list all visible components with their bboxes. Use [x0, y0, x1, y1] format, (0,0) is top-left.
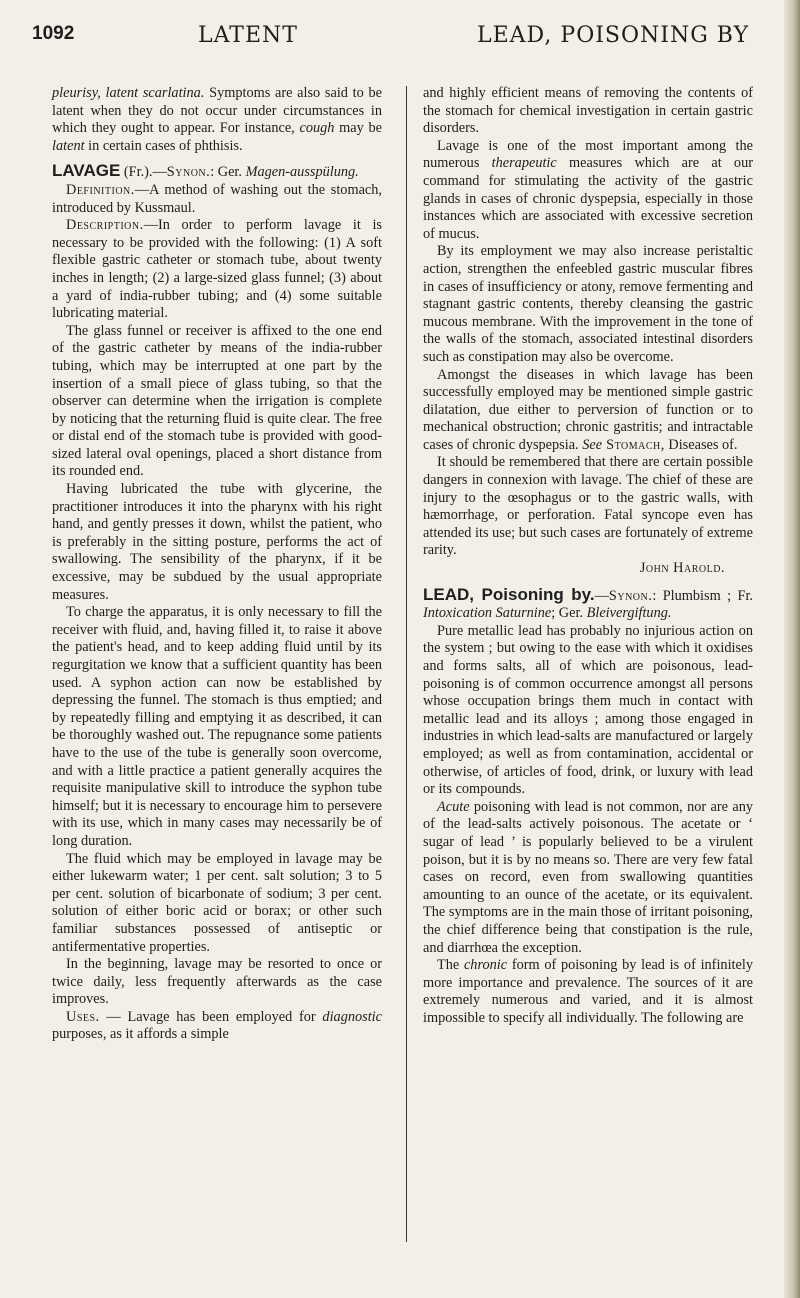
acute-paragraph — [423, 799, 753, 957]
therapeutic-paragraph — [423, 138, 753, 244]
lead-french-term: Intoxication Saturnine — [423, 605, 552, 622]
author-signature: John Harold. — [639, 560, 725, 577]
body-paragraph: Pure metallic lead has probably no injurious action on the system ; but owing to the ease with which it oxidises and forms salts, all of which are poisonous, lead-poisoning is of common occurrence amongst all persons whose occupation brings them much in contact with metallic lead and its alloys ; among those engaged in industries in which lead-salts are manufactured or largely employed; as well as from contamination, accidental or otherwise, of articles of food, drink, or luxury with lead or its compounds. — [423, 622, 753, 798]
lavage-synon-text: : Ger. — [210, 164, 246, 181]
definition-label: Definition. — [66, 181, 135, 198]
lead-german-term: Bleivergiftung. — [586, 605, 672, 622]
lavage-entry — [52, 162, 382, 182]
uses-label: Uses. — [66, 1008, 100, 1025]
intro-italic-cough: cough — [299, 120, 335, 137]
intro-text-3: in certain cases of phthisis. — [84, 137, 243, 154]
body-paragraph: To charge the apparatus, it is only necessary to fill the receiver with fluid, and, having filled it, to raise it above the patient's head, and to keep adding fluid until by its regurgitation we know that a sufficient quantity has been used. A syphon action can now be established by depressing the funnel. The stomach is thus emptied; and by repeatedly filling and emptying it as described, it can be thoroughly washed out. The repugnance some patients have to the use of the tube is generally soon overcome, and with a little practice a patient generally acquires the requisite manipulative skill to introduce the syphon tube himself; but it is necessary to encourage him to persevere with its use, which in many cases may necessarily be of long duration. — [52, 604, 382, 849]
page-edge — [784, 0, 800, 1298]
intro-text-2: may be — [334, 120, 382, 137]
body-paragraph: The glass funnel or receiver is affixed to the one end of the gastric catheter by means of the india-rubber tubing, which may be interrupted at one part by the insertion of a small piece of glass tubing, so that the observer can determine when the irrigation is complete by noticing that the returning fluid is quite clear. The free or distal end of the stomach tube is provided with good-sized lateral oval openings, placed a short distance from its rounded end. — [52, 322, 382, 480]
body-paragraph: Having lubricated the tube with glycerine, the practitioner introduces it into the pharynx with his right hand, and gently presses it down, whilst the patient, who is preferably in the sitting posture, performs the act of swallowing. The sensibility of the pharynx, if it be excessive, may be subdued by the usual appropriate measures. — [52, 481, 382, 603]
acute-italic: Acute — [437, 798, 470, 815]
intro-italic: pleurisy, latent scarlatina. — [52, 85, 205, 101]
lead-dash: — — [594, 587, 609, 604]
body-paragraph: In the beginning, lavage may be resorted to once or twice daily, less frequently afterwards as the case improves. — [52, 956, 382, 1008]
definition-text: —A method of washing out the stomach, introduced by Kussmaul. — [52, 181, 382, 216]
chronic-paragraph — [423, 957, 753, 1027]
right-running-head: LEAD, POISONING BY — [477, 23, 750, 48]
page-header — [0, 10, 800, 60]
therapeutic-text-1: Lavage is one of the most important among the numerous — [423, 137, 753, 172]
acute-text: poisoning with lead is not common, nor are any of the lead-salts actively poisonous. The acetate or ‘ sugar of lead ’ is popularly believed to be a virulent poison, but it is by no means so. There are very few fatal cases on record, even from swallowing quantities amounting to an ounce of the acetate, or its equivalent. The symptoms are in the main those of irritant poisoning, the chief difference being that constipation is the rule, and diarrhœa the exception. — [423, 798, 753, 956]
uses-paragraph — [52, 1009, 382, 1044]
right-column — [423, 85, 753, 1027]
uses-text-1: — Lavage has been employed for — [99, 1008, 323, 1025]
lavage-synon-label: Synon. — [166, 164, 211, 181]
uses-text-2: purposes, as it affords a simple — [52, 1026, 229, 1043]
therapeutic-italic: therapeutic — [491, 155, 557, 172]
description-paragraph — [52, 217, 382, 323]
description-label: Description. — [66, 217, 144, 234]
diseases-text-1: Amongst the diseases in which lavage has been successfully employed may be mentioned simple gastric dilatation, due either to perversion of function or to mechanical obstruction; chronic gastritis; and intractable cases of chronic dyspepsia. — [423, 366, 753, 453]
lead-ger-text: ; Ger. — [551, 605, 587, 622]
page-number: 1092 — [32, 23, 75, 44]
lavage-headword: LAVAGE — [52, 161, 121, 181]
chronic-text-2: form of poisoning by lead is of infinitely more importance and prevalence. The sources of it are extremely numerous and varied, and it is almost impossible to specify all individually. The following are — [423, 957, 753, 1026]
lead-headword: LEAD, Poisoning by. — [423, 584, 595, 604]
body-paragraph: By its employment we may also increase peristaltic action, strengthen the enfeebled gastric muscular fibres in cases of insufficiency or atony, remove fermenting and stagnant gastric contents, thereby cleansing the gastric mucous membrane. With the improvement in the tone of the walls of the stomach, associated intestinal disorders such as constipation may also be overcome. — [423, 243, 753, 365]
lead-entry — [423, 586, 753, 623]
chronic-text-1: The — [437, 957, 464, 974]
lavage-lang: (Fr.).— — [120, 164, 167, 181]
lead-synon-text: : Plumbism ; Fr. — [652, 587, 753, 604]
description-text: —In order to perform lavage it is necessary to be provided with the following: (1) A soft flexible gastric catheter or stomach tube, about twenty inches in length; (2) a large-sized glass funnel; (3) about a yard of india-rubber tubing; and (4) some suitable lubricating material. — [52, 217, 382, 322]
chronic-italic: chronic — [463, 957, 508, 974]
column-divider — [406, 86, 407, 1242]
intro-italic-latent: latent — [52, 137, 85, 154]
left-running-head: LATENT — [198, 23, 298, 48]
diseases-text-2: Diseases of. — [664, 436, 738, 453]
definition-paragraph — [52, 182, 382, 217]
body-paragraph: It should be remembered that there are certain possible dangers in connexion with lavage. The chief of these are injury to the œsophagus or to the gastric walls, with hæmorrhage, or perforation. Fatal syncope even has attended its use; but such cases are fortunately of extreme rarity. — [423, 454, 753, 559]
see-target: Stomach, — [602, 436, 665, 453]
intro-text-1: Symptoms are also said to be latent when they do not occur under circumstances in which they ought to appear. For instance, — [52, 85, 382, 137]
diseases-paragraph — [423, 367, 753, 455]
left-column — [52, 85, 382, 1044]
intro-paragraph — [52, 85, 382, 155]
lead-synon-label: Synon. — [608, 587, 653, 604]
uses-italic: diagnostic — [322, 1008, 382, 1025]
lavage-german-term: Magen-ausspülung. — [245, 164, 359, 181]
see-reference: See — [582, 436, 603, 453]
therapeutic-text-2: measures which are at our command for stimulating the activity of the gastric glands in cases of chronic dyspepsia, especially in those instances which are associated with excessive secretion of mucus. — [423, 155, 753, 242]
body-paragraph: The fluid which may be employed in lavage may be either lukewarm water; 1 per cent. salt solution; 3 to 5 per cent. solution of bicarbonate of sodium; 3 per cent. solution of either boric acid or borax; or other such familiar substances possessed of antiseptic or antifermentative properties. — [52, 850, 382, 955]
body-paragraph: and highly efficient means of removing the contents of the stomach for chemical investigation in certain gastric disorders. — [423, 85, 753, 137]
